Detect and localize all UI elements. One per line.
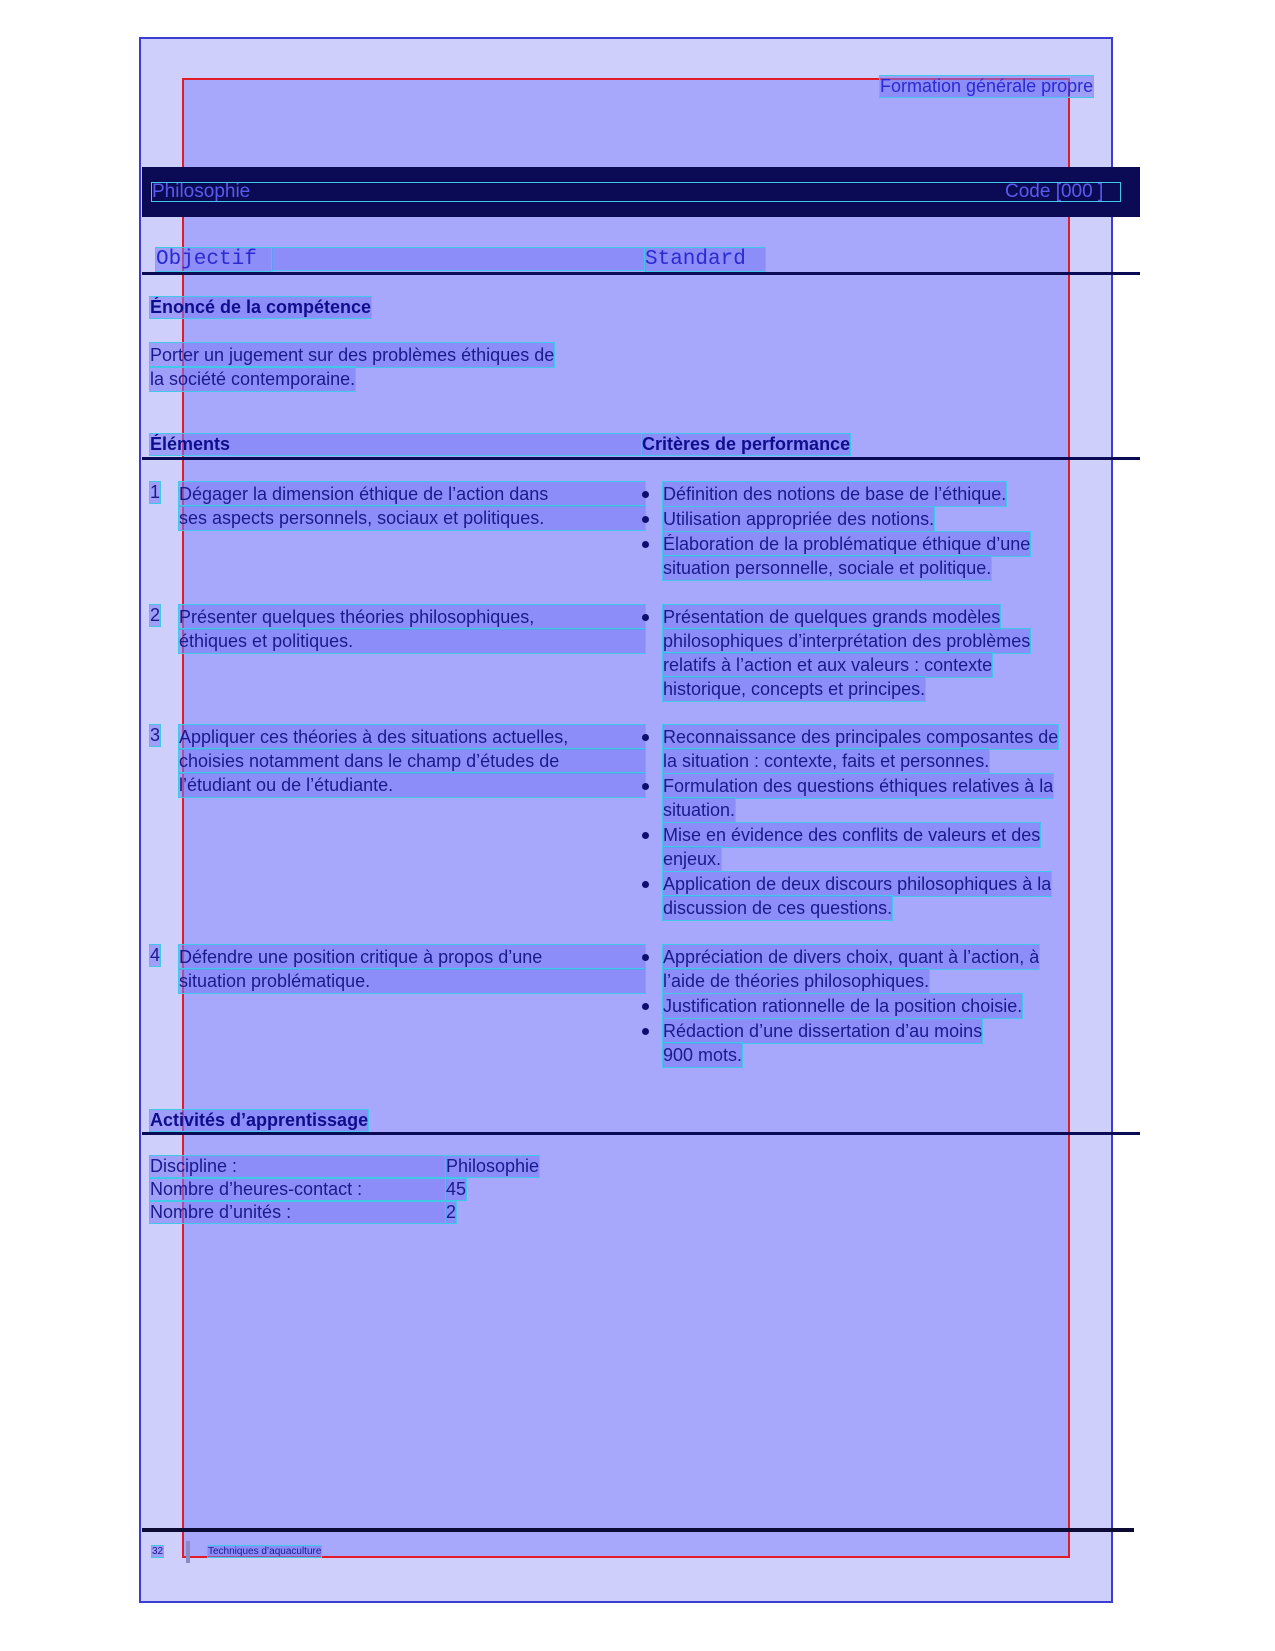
criterion-text-line: Reconnaissance des principales composantes de xyxy=(663,727,1059,747)
table-head-rule xyxy=(142,457,1140,460)
bullet-icon xyxy=(642,734,649,741)
bullet-icon xyxy=(642,1028,649,1035)
bullet-icon xyxy=(642,1003,649,1010)
footer-separator xyxy=(186,1541,190,1563)
criterion-text-line: Mise en évidence des conflits de valeurs et des xyxy=(663,825,1041,845)
criterion-text-line: Formulation des questions éthiques relatives à la xyxy=(663,776,1054,796)
footer-program-name: Techniques d’aquaculture xyxy=(208,1546,322,1557)
footer-rule xyxy=(142,1528,1134,1532)
element-number: 4 xyxy=(150,945,161,965)
elements-heading: Éléments xyxy=(150,434,642,455)
info-value-hours: 45 xyxy=(446,1179,467,1199)
element-text-line: situation problématique. xyxy=(179,969,645,993)
element-text-line: Défendre une position critique à propos d’une xyxy=(179,945,645,969)
criterion-text-line: l’aide de théories philosophiques. xyxy=(663,971,930,991)
competence-statement xyxy=(150,343,554,391)
criterion-text-line: la situation : contexte, faits et personnes. xyxy=(663,751,990,771)
bullet-icon xyxy=(642,954,649,961)
info-value-discipline: Philosophie xyxy=(446,1156,540,1176)
competence-line: Porter un jugement sur des problèmes éthiques de xyxy=(150,345,555,365)
criterion-text-line: situation personnelle, sociale et politique. xyxy=(663,558,992,578)
criteria-heading: Critères de performance xyxy=(642,434,851,454)
element-text-line: choisies notamment dans le champ d’études de xyxy=(179,749,645,773)
bullet-icon xyxy=(642,783,649,790)
bullet-icon xyxy=(642,541,649,548)
bullet-icon xyxy=(642,516,649,523)
title-code: Code [000 ] xyxy=(1005,181,1104,202)
bullet-icon xyxy=(642,832,649,839)
criterion-text-line: philosophiques d’interprétation des problèmes xyxy=(663,631,1031,651)
criterion-text-line: Justification rationnelle de la position choisie. xyxy=(663,996,1023,1016)
element-number: 1 xyxy=(150,482,161,502)
bullet-icon xyxy=(642,491,649,498)
bullet-icon xyxy=(642,881,649,888)
criterion-text-line: situation. xyxy=(663,800,736,820)
info-value-units: 2 xyxy=(446,1202,457,1222)
element-text-line: Dégager la dimension éthique de l’action dans xyxy=(179,482,645,506)
element-number: 2 xyxy=(150,605,161,625)
criterion-text-line: Définition des notions de base de l’éthique. xyxy=(663,484,1007,504)
info-label-discipline: Discipline : xyxy=(150,1156,446,1177)
competence-line: la société contemporaine. xyxy=(150,369,356,389)
bullet-icon xyxy=(642,614,649,621)
title-bar-outline xyxy=(152,183,1120,201)
criterion-text-line: relatifs à l’action et aux valeurs : contexte xyxy=(663,655,993,675)
column-standard: Standard xyxy=(645,248,765,271)
title-discipline: Philosophie xyxy=(152,181,251,202)
element-text-line: ses aspects personnels, sociaux et politiques. xyxy=(179,506,645,530)
criterion-text-line: 900 mots. xyxy=(663,1045,743,1065)
criterion-text-line: enjeux. xyxy=(663,849,722,869)
activities-heading: Activités d’apprentissage xyxy=(150,1110,369,1130)
element-text-line: l’étudiant ou de l’étudiante. xyxy=(179,773,645,797)
criterion-text-line: Rédaction d’une dissertation d’au moins xyxy=(663,1021,983,1041)
element-text-line: Appliquer ces théories à des situations actuelles, xyxy=(179,725,645,749)
criterion-text-line: discussion de ces questions. xyxy=(663,898,893,918)
activities-rule xyxy=(142,1132,1140,1135)
criterion-text-line: Élaboration de la problématique éthique d’une xyxy=(663,534,1031,554)
column-objective-highlight xyxy=(272,248,645,270)
info-label-units: Nombre d’unités : xyxy=(150,1202,446,1223)
criterion-text-line: historique, concepts et principes. xyxy=(663,679,926,699)
criterion-text-line: Présentation de quelques grands modèles xyxy=(663,607,1001,627)
criterion-text-line: Appréciation de divers choix, quant à l’action, à xyxy=(663,947,1040,967)
info-label-hours: Nombre d’heures-contact : xyxy=(150,1179,446,1200)
footer-page-number: 32 xyxy=(152,1546,164,1557)
element-number: 3 xyxy=(150,725,161,745)
criterion-text-line: Application de deux discours philosophiques à la xyxy=(663,874,1052,894)
column-objective: Objectif xyxy=(156,248,272,271)
criterion-text-line: Utilisation appropriée des notions. xyxy=(663,509,935,529)
element-text-line: éthiques et politiques. xyxy=(179,629,645,653)
header-program: Formation générale propre xyxy=(880,76,1094,96)
header-rule xyxy=(142,272,1140,275)
element-text-line: Présenter quelques théories philosophiques, xyxy=(179,605,645,629)
competence-heading: Énoncé de la compétence xyxy=(150,297,372,317)
